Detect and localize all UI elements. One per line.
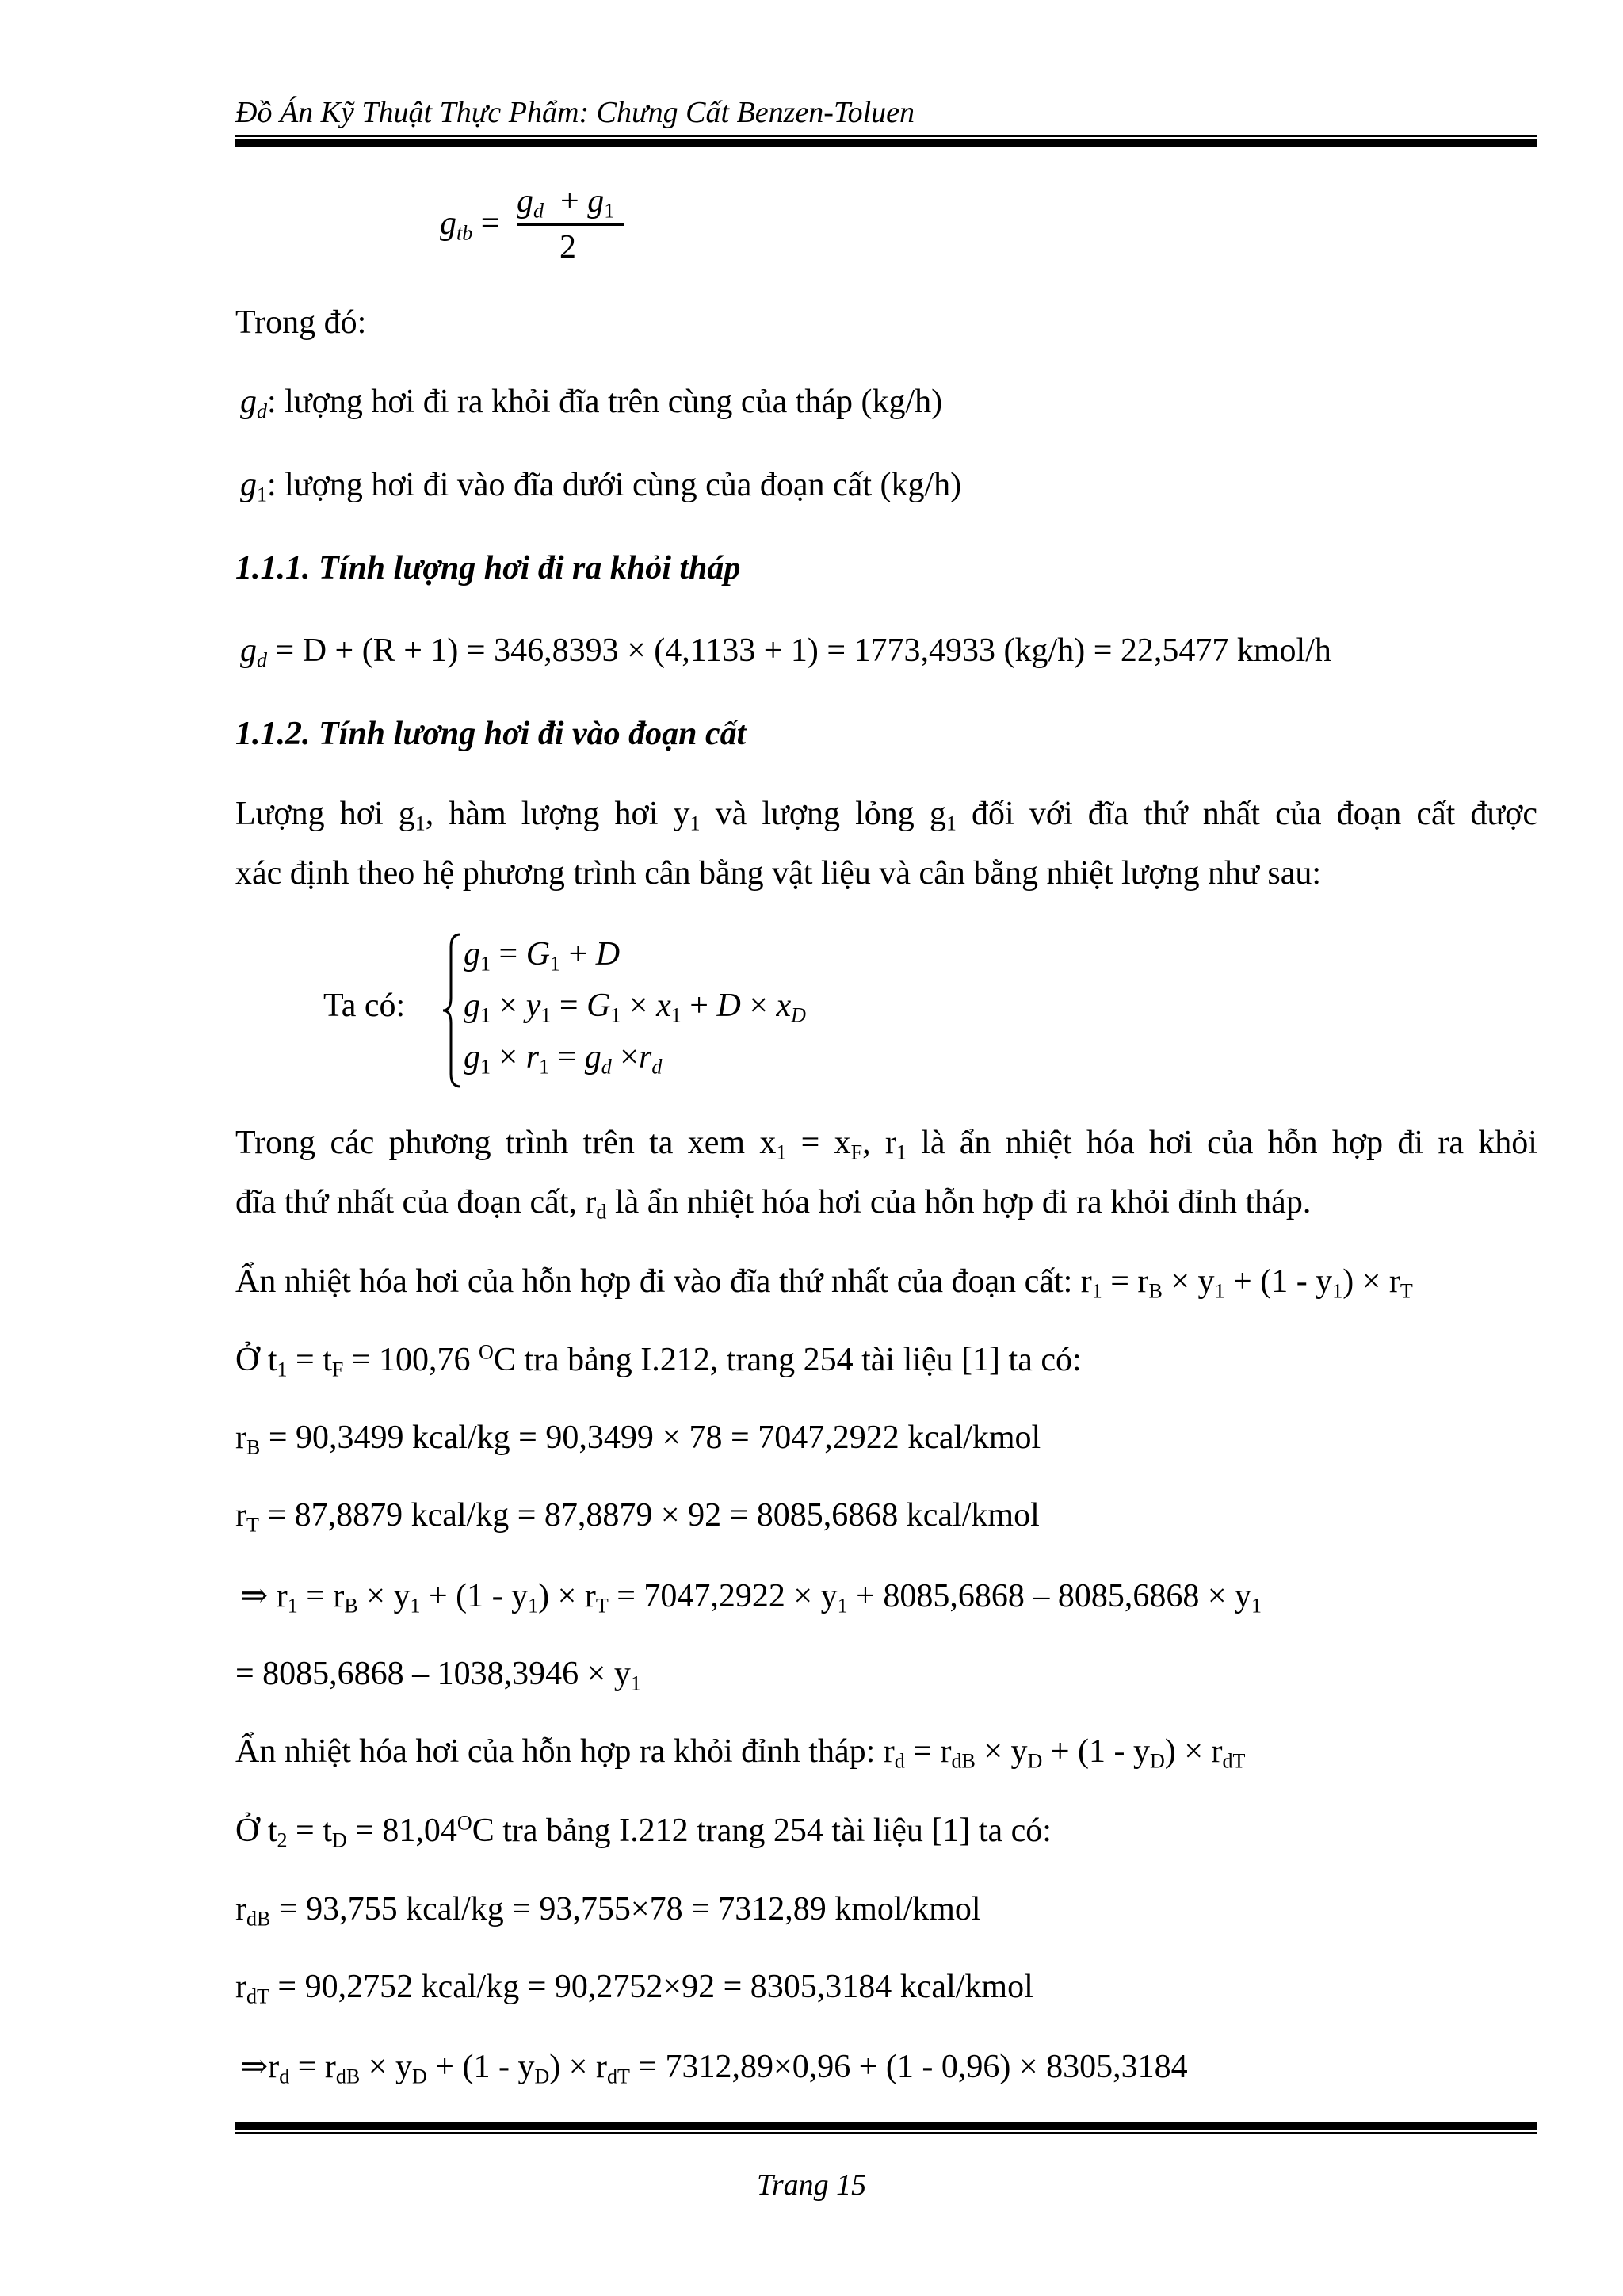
definition-g1: $g_1$: lượng hơi đi vào đĩa dưới cùng của đoạn cất (kg/h) <box>240 467 962 506</box>
header-rule-thick <box>235 139 1537 147</box>
r1-definition-line: Ẩn nhiệt hóa hơi của hỗn hợp đi vào đĩa thứ nhất của đoạn cất: $r_1 = r_B \times y_1 + (1 - y_1) \times r_T$ <box>235 1263 1413 1303</box>
rdB-line: $r_{dB} = 93,755$ kcal/kg = 93,755×78 = 7312,89 kmol/kmol <box>235 1891 981 1931</box>
rd-definition-line: Ẩn nhiệt hóa hơi của hỗn hợp ra khỏi đỉnh tháp: $r_d = r_{dB} \times y_D + (1 - y_D) \times r_{dT}$ <box>235 1733 1246 1773</box>
formula-gtb-denominator: 2 <box>559 229 576 266</box>
system-equation-2: $g_1 \times y_1 = G_1 \times x_1 + D \times x_D$ <box>464 988 806 1027</box>
definition-gd: $g_d$: lượng hơi đi ra khỏi đĩa trên cùng của tháp (kg/h) <box>240 384 943 423</box>
implies-arrow-icon: ⇒ <box>240 2049 269 2085</box>
system-equation-3: $g_1 \times r_1 = g_d \times r_d$ <box>464 1039 663 1079</box>
footer-rule-thick <box>235 2122 1537 2130</box>
r1-calculation-line: ⇒ $r_1 = r_B \times y_1 + (1 - y_1) \times r_T = 7047,2922 \times y_1 + 8085,6868 - 8085,6868 \times y_1$ <box>240 1578 1262 1618</box>
r1-result-line: = $8085,6868 - 1038,3946 \times y_1$ <box>235 1656 641 1695</box>
formula-gtb-fraction-bar <box>517 223 624 226</box>
formula-gtb-lhs: $g_{tb}$ = <box>440 205 500 245</box>
rT-line: $r_T = 87,8879$ kcal/kg = 87,8879 × 92 = 8085,6868 kcal/kmol <box>235 1497 1040 1537</box>
system-label: Ta có: <box>323 988 406 1024</box>
t2-temperature-line: Ở $t_2 = t_D = 81,04^OC$ tra bảng I.212 trang 254 tài liệu [1] ta có: <box>235 1811 1052 1852</box>
rd-calculation-line: $\Rightarrow r_d = r_{dB} \times y_D + (1 - y_D) \times r_{dT} = 7312,89\times 0,96 + (1 - 0,96) \times 8305,3184$ <box>240 2049 1188 2088</box>
formula-gtb-numerator: $g_d + g_1$ <box>517 183 615 223</box>
paragraph-2-line-1: Trong các phương trình trên ta xem $x_1 = x_F$, $r_1$ là ẩn nhiệt hóa hơi của hỗn hợp đi ra khỏi <box>235 1125 1537 1164</box>
implies-arrow-icon: ⇒ <box>240 1578 269 1614</box>
paragraph-1-line-2: xác định theo hệ phương trình cân bằng vật liệu và cân bằng nhiệt lượng như sau: <box>235 855 1322 892</box>
rB-line: $r_B = 90,3499$ kcal/kg = 90,3499 × 78 = 7047,2922 kcal/kmol <box>235 1419 1041 1459</box>
paragraph-1-line-1: Lượng hơi $g_1$, hàm lượng hơi $y_1$ và lượng lỏng $g_1$ đối với đĩa thứ nhất của đoạn cất được <box>235 796 1538 835</box>
header-rule-thin <box>235 135 1537 137</box>
gd-equation: $g_d = D + (R + 1) = 346,8393 \times (4,1133 + 1) = 1773,4933$ (kg/h) = 22,5477 kmol/h <box>240 632 1331 672</box>
system-equation-1: $g_1 = G_1 + D$ <box>464 936 621 976</box>
rdT-line: $r_{dT} = 90,2752$ kcal/kg = 90,2752×92 = 8305,3184 kcal/kmol <box>235 1969 1033 2008</box>
left-brace-icon <box>440 931 464 1090</box>
t1-temperature-line: Ở $t_1 = t_F = 100,76$ $^O$C tra bảng I.212, trang 254 tài liệu [1] ta có: <box>235 1340 1082 1381</box>
page-number: Trang 15 <box>756 2168 867 2202</box>
footer-rule-thin <box>235 2132 1537 2134</box>
document-header-title: Đồ Án Kỹ Thuật Thực Phẩm: Chưng Cất Benzen-Toluen <box>235 96 915 129</box>
paragraph-2-line-2: đĩa thứ nhất của đoạn cất, $r_d$ là ẩn nhiệt hóa hơi của hỗn hợp đi ra khỏi đỉnh tháp. <box>235 1184 1312 1224</box>
section-heading-1-1-1: 1.1.1. Tính lượng hơi đi ra khỏi tháp <box>235 550 741 586</box>
trong-do-label: Trong đó: <box>235 304 367 341</box>
section-heading-1-1-2: 1.1.2. Tính lương hơi đi vào đoạn cất <box>235 716 747 752</box>
